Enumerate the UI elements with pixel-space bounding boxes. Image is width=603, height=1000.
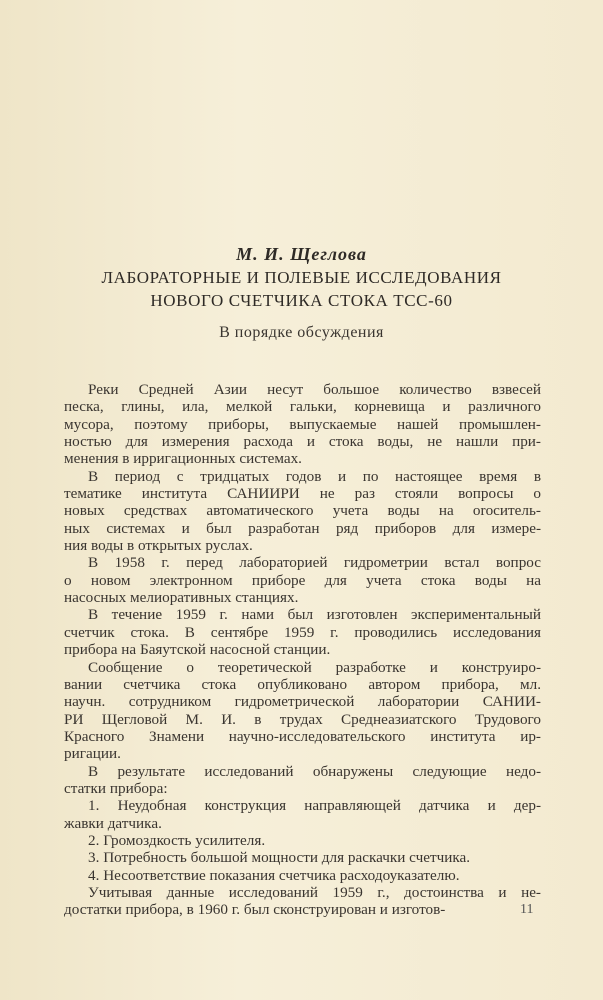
body-text-line: 1. Неудобная конструкция направляющей датчика и дер- (88, 797, 541, 815)
author-name: М. И. Щеглова (236, 244, 367, 264)
body-text-line: В течение 1959 г. нами был изготовлен экспериментальный (88, 606, 541, 624)
body-text-line: ригации. (64, 745, 121, 763)
body-text-line: статки прибора: (64, 779, 168, 797)
body-text-line: 4. Несоответствие показания счетчика расходоуказателю. (88, 866, 460, 884)
body-text-line: Учитывая данные исследований 1959 г., достоинства и не- (88, 883, 541, 901)
body-text-line: вании счетчика стока опубликовано автором прибора, мл. (64, 675, 541, 693)
body-text-line: ния воды в открытых руслах. (64, 537, 253, 555)
body-text-line: Реки Средней Азии несут большое количество взвесей (88, 381, 541, 398)
body-text-line: В 1958 г. перед лабораторией гидрометрии встал вопрос (88, 554, 541, 572)
body-text-line: РИ Щегловой М. И. в трудах Среднеазиатского Трудового (64, 710, 541, 728)
body-text-line: В период с тридцатых годов и по настоящее время в (88, 467, 541, 485)
body-text-line: В результате исследований обнаружены следующие недо- (88, 762, 541, 780)
body-text-line: менения в ирригационных системах. (64, 450, 302, 468)
body-text-line: научн. сотрудником гидрометрической лаборатории САНИИ- (64, 693, 541, 711)
body-text-line: ных системах и был разработан ряд приборов для измере- (64, 519, 541, 537)
article-title-line-2: НОВОГО СЧЕТЧИКА СТОКА ТСС-60 (150, 291, 453, 310)
body-text-line: песка, глины, ила, мелкой гальки, корневища и различного (64, 398, 541, 416)
article-title-line-1: ЛАБОРАТОРНЫЕ И ПОЛЕВЫЕ ИССЛЕДОВАНИЯ (101, 268, 502, 287)
body-text-line: счетчик стока. В сентябре 1959 г. проводились исследования (64, 623, 541, 641)
page-number: 11 (520, 902, 534, 917)
body-text-line: 2. Громоздкость усилителя. (88, 831, 266, 849)
body-text-line: Красного Знамени научно-исследовательского института ир- (64, 727, 541, 745)
body-text-line: Сообщение о теоретической разработке и конструиро- (88, 658, 541, 676)
body-text-line: жавки датчика. (64, 814, 162, 832)
body-text-line: достатки прибора, в 1960 г. был сконструирован и изготов- (64, 901, 446, 919)
body-text-line: новых средствах автоматического учета воды на оroситель- (64, 502, 541, 520)
article-body (64, 381, 541, 919)
article-subtitle: В порядке обсуждения (219, 324, 384, 341)
body-text-line: ностью для измерения расхода и стока воды, не нашли при- (64, 433, 541, 451)
body-text-line: о новом электронном приборе для учета стока воды на (64, 571, 541, 589)
body-text-line: 3. Потребность большой мощности для раскачки счетчика. (88, 849, 471, 867)
body-text-line: тематике института САНИИРИ не раз стояли вопросы о (64, 485, 541, 503)
body-text-line: насосных мелиоративных станциях. (64, 589, 299, 607)
body-text-line: прибора на Баяутской насосной станции. (64, 641, 331, 659)
body-text-line: мусора, поэтому приборы, выпускаемые нашей промышлен- (64, 415, 541, 433)
